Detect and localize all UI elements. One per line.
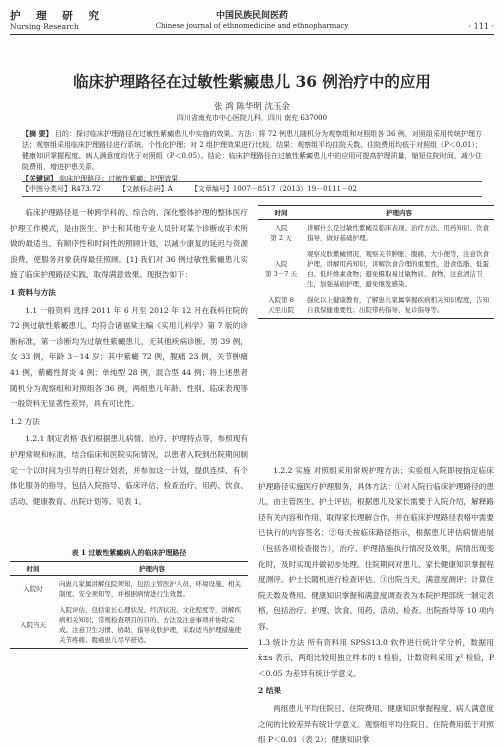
abstract-label: 【摘 要】	[22, 129, 53, 138]
section-2-heading: 2 结果	[258, 686, 282, 696]
table-cell: 入院 第 2 天	[270, 224, 292, 242]
journal-name-en: Nursing Research	[10, 22, 79, 31]
right-column	[258, 463, 494, 748]
section-1-1: 1.1 一般资料 选择 2011 年 6 月至 2012 年 12 月在我科住院的 72 例过敏性紫癜患儿，均符合诸福棠主编《实用儿科学》第 7 版的诊断标准，第一诊断均为过敏性紫癜患儿，无其他疾病诊断。男 39 例，女 33 例，年龄 3－14 岁；其中紫癜 72 例，腹痛 23 例，关节肿痛 41 例，紫癜性肾炎 4 例；单纯型 28 例，混合型 44 例；将上述患者随机分为观察组和对照组各 36 例，两组患儿年龄、性别、临床表现等一般资料无显著性差异，具有可比性。	[10, 305, 248, 409]
authors: 张 鸿 陈华明 沈玉金	[213, 102, 291, 112]
section-2-text: 两组患儿平均住院日、住院费用、健康知识掌握程度、病人满意度之间的比较差异有统计学意义。观察组平均住院日、住院费用低于对照组 P＜0.01（表 2）；健康知识掌	[258, 703, 494, 745]
table-row	[258, 220, 494, 247]
table-cell: 入院 第 3－7 天	[265, 260, 297, 278]
center-title: 中国民族民间医药	[215, 11, 288, 21]
table-cell: 入院时	[23, 585, 43, 593]
table-cell: 向患儿家属讲解住院须知，包括主管医护人员、环境设施、相关制度、安全须知等，并根据病情进行生效置。	[59, 580, 241, 598]
article-title: 临床护理路径在过敏性紫癜患儿 36 例治疗中的应用	[73, 72, 431, 91]
table-row	[10, 576, 248, 603]
table-cell: 入院当天	[10, 602, 56, 649]
table-row	[10, 602, 248, 649]
affiliation: 四川省南充市中心医院儿科，四川 南充 637000	[176, 114, 328, 122]
table-cell: 入院评估，包括家长心理状况、经济状况、文化程度等，讲解疾病相关知识，常规检查项目的目的、方法及注意事项并协助完成。注意卫生习惯、协助、指导皮肤护理，采取适当护理措施使关节疼痛、腹痛患儿尽早舒适。	[56, 602, 248, 649]
keywords: 临床护理路径；过敏性紫癜；护理效果	[59, 175, 179, 183]
section-1-3: 1.3 统计方法 所有资料用 SPSS13.0 软件进行统计学分析，数据用 x̄±s 表示，两组比较用独立样本的 t 检验，计数资料采用 χ² 检验，P＜0.05 为差异有统计学意义。	[258, 637, 494, 678]
table-cell: 强化以上健康教育，了解患儿家属掌握疾病相关知识程度，告知自我保健重要性；出院带药指导、复诊指导等。	[304, 292, 494, 319]
table-2-header-time: 时间	[258, 206, 304, 220]
section-1-2-1: 1.2.1 制定表格 我们根据患儿病情、治疗、护理特点等，参照现有护理常规和标准，结合临床和医院实际情况，以患者入院到出院期间制定一个以时间为引导的日程计划表，并参加这一计划，提供连续、有个体化服务的指导，包括入院指导、临床评估、检查治疗、用药、饮食、活动、健康教育、出院计划等。见表 1。	[10, 434, 248, 506]
table-cell: 入院第 8 天至出院	[258, 292, 304, 319]
section-1-heading: 1 资料与方法	[10, 287, 56, 297]
left-column	[10, 205, 248, 509]
center-subtitle: Chinese journal of ethnomedicine and ethnopharmacy	[155, 22, 349, 30]
table-1-header-content: 护理内容	[56, 562, 248, 576]
section-1-2-heading: 1.2 方法	[10, 416, 40, 426]
page-number: · 111 ·	[468, 22, 494, 31]
meta-line	[22, 184, 482, 194]
table-1-header-time: 时间	[10, 562, 56, 576]
table-row	[258, 246, 494, 292]
section-1-2-2: 1.2.2 实施 对照组采用常规护理方法；实验组入院即按指定临床护理路径实施医疗护理服务，具体方法：①对入院行临床护理路径的患儿，由主管医生、护士评估，根据患儿及家长需要于入院介绍，解释路径有关内容和作用，取得家长理解合作，并在临床护理路径表格中需要已执行的内容签名；②每天按临床路径指示，根据患儿评估病情进展（包括各项检查报告），治疗、护理措施执行情况及效果，病情出现变化时，及时实现并做初步处理。住院期间对患儿、家长健康知识掌握程度测评。护士长随机进行检查评估。③出院当天，满意度测评；计算住院天数及费用。健康知识掌握和满意度调查表为本院护理部统一制定表格，包括治疗、护理、饮食、用药、活动、检查、出院指导等 10 项内容。	[258, 466, 494, 631]
article-no: 【文章编号】1007－8517（2013）19－0111－02	[190, 185, 357, 193]
table-1-continued	[258, 205, 494, 319]
keywords-label: 【关键词】	[22, 174, 57, 183]
intro-paragraph: 临床护理路径是一种跨学科的、综合的、深化整体护理的整体医疗护理工作模式，是由医生、护士和其他专业人员针对某个诊断或手术所做的最适当、有顺序性和时间性的照顾计划，以减少康复的延迟与资源浪费，使服务对象获得最佳照顾。[1] 我们对 36 例过敏性紫癜患儿实施了临床护理路径实践，取得满意效果。现报告如下：	[10, 208, 248, 280]
clc: 【中图分类号】R473.72	[22, 185, 101, 193]
header-rule	[10, 34, 494, 35]
table-2-header-content: 护理内容	[304, 206, 494, 220]
table-1-caption: 表 1 过敏性紫癜病人的临床护理路径	[71, 548, 187, 557]
abstract-text: 目的：探讨临床护理路径在过敏性紫癜患儿中实施的效果。方法：将 72 例患儿随机分为观察组和对照组各 36 例，对照组采用传统护理方法；观察组采用临床护理路径进行系统、个性化护理；对 2 组护理效果进行比较。结果：观察组平均住院天数、住院费用均低于对照组（P＜0.01）；健康知识掌握程度、病人满意度均优于对照组（P＜0.05）。结论：临床护理路径在过敏性紫癜患儿中的应用可提高护理质量，缩短住院时间，减少住院费用，增进护患关系。	[22, 130, 482, 171]
doc-code: 【文献标志码】A	[118, 185, 173, 193]
journal-name: 护 理 研 究	[10, 10, 105, 22]
table-row	[258, 292, 494, 319]
table-cell: 观察皮肤紫癜情况，观察关节肿胀、腹痛、大小便等，注意饮食护理，讲解用药知识，讲解饮食合理的重要性，进食低脂、低蛋白、低纤维素食物；避免摄取易过敏物质、食物，注意清洁卫生，加强基础护理，避免继发感染。	[307, 250, 489, 288]
abstract	[22, 128, 482, 185]
table-cell: 讲解什么是过敏性紫癜及临床表现、治疗方法、用药知识、饮食指导，做好基础护理。	[307, 224, 489, 242]
table-1	[10, 548, 248, 649]
